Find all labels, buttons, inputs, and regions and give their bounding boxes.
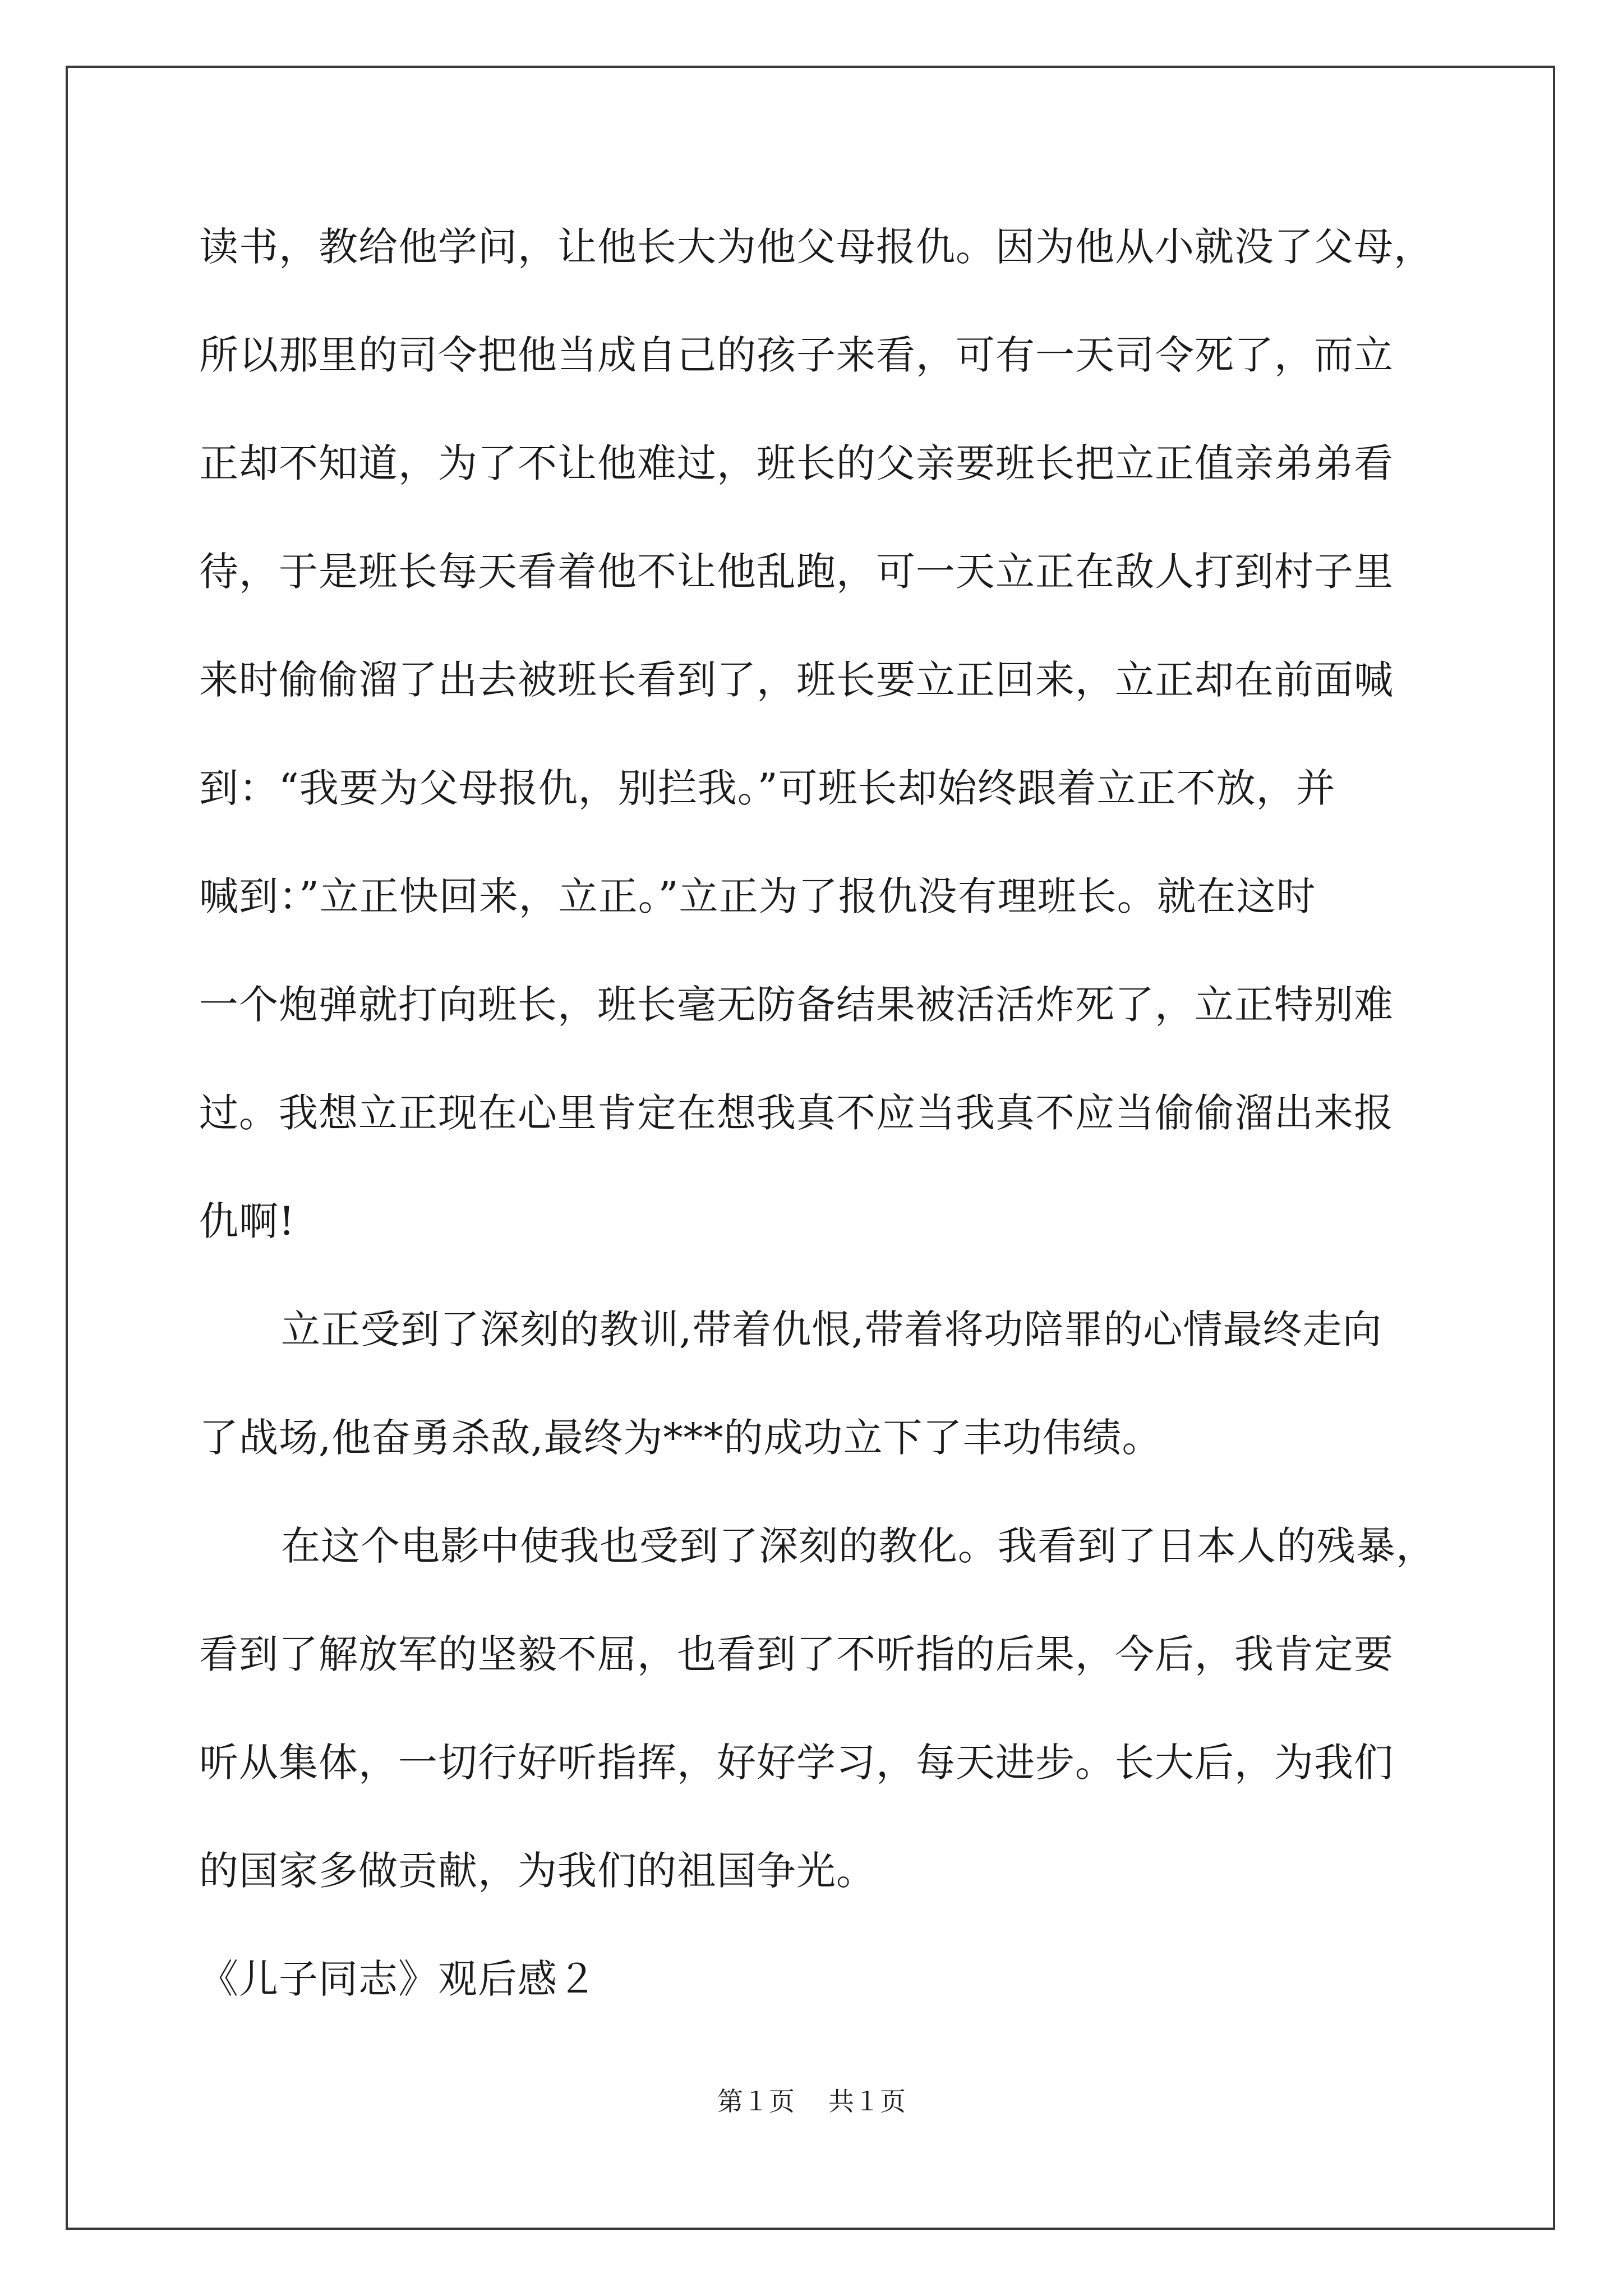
text-line: 读书，教给他学问，让他长大为他父母报仇。因为他从小就没了父母，: [199, 224, 1433, 270]
text-line: 正却不知道，为了不让他难过，班长的父亲要班长把立正值亲弟弟看: [199, 440, 1394, 486]
paragraph-3: [199, 1512, 1455, 1945]
document-body: [199, 213, 1455, 2054]
text-line: 在这个电影中使我也受到了深刻的教化。我看到了日本人的残暴，: [281, 1523, 1436, 1569]
text-line: 所以那里的司令把他当成自己的孩子来看，可有一天司令死了，而立: [199, 332, 1394, 378]
text-line: 待，于是班长每天看着他不让他乱跑，可一天立正在敌人打到村子里: [199, 549, 1394, 595]
text-line: 看到了解放军的坚毅不屈，也看到了不听指的后果，今后，我肯定要: [199, 1631, 1394, 1677]
text-line: 了战场,他奋勇杀敌,最终为***的成功立下了丰功伟绩。: [199, 1415, 1162, 1461]
paragraph-2: [199, 1296, 1455, 1512]
page-footer: [0, 2085, 1623, 2118]
text-line: 一个炮弹就打向班长，班长毫无防备结果被活活炸死了，立正特别难: [199, 982, 1394, 1028]
text-line: 喊到：”立正快回来，立正。”立正为了报仇没有理班长。就在这时: [199, 873, 1316, 919]
text-line: 听从集体，一切行好听指挥，好好学习，每天进步。长大后，为我们: [199, 1740, 1394, 1786]
page-number-total: 共１页: [828, 2086, 906, 2116]
text-line: 的国家多做贡献，为我们的祖国争光。: [199, 1848, 876, 1894]
text-line: 到：“我要为父母报仇，别拦我。”可班长却始终跟着立正不放，并: [199, 765, 1336, 811]
text-line: 来时偷偷溜了出去被班长看到了，班长要立正回来，立正却在前面喊: [199, 657, 1394, 703]
text-line: 仇啊!: [199, 1198, 296, 1244]
text-line: 立正受到了深刻的教训,带着仇恨,带着将功陪罪的心情最终走向: [281, 1306, 1382, 1352]
text-line: 过。我想立正现在心里肯定在想我真不应当我真不应当偷偷溜出来报: [199, 1090, 1394, 1136]
paragraph-1: [199, 213, 1455, 1296]
section-heading: 《儿子同志》观后感２: [199, 1956, 597, 2002]
page-number-current: 第１页: [717, 2086, 795, 2116]
